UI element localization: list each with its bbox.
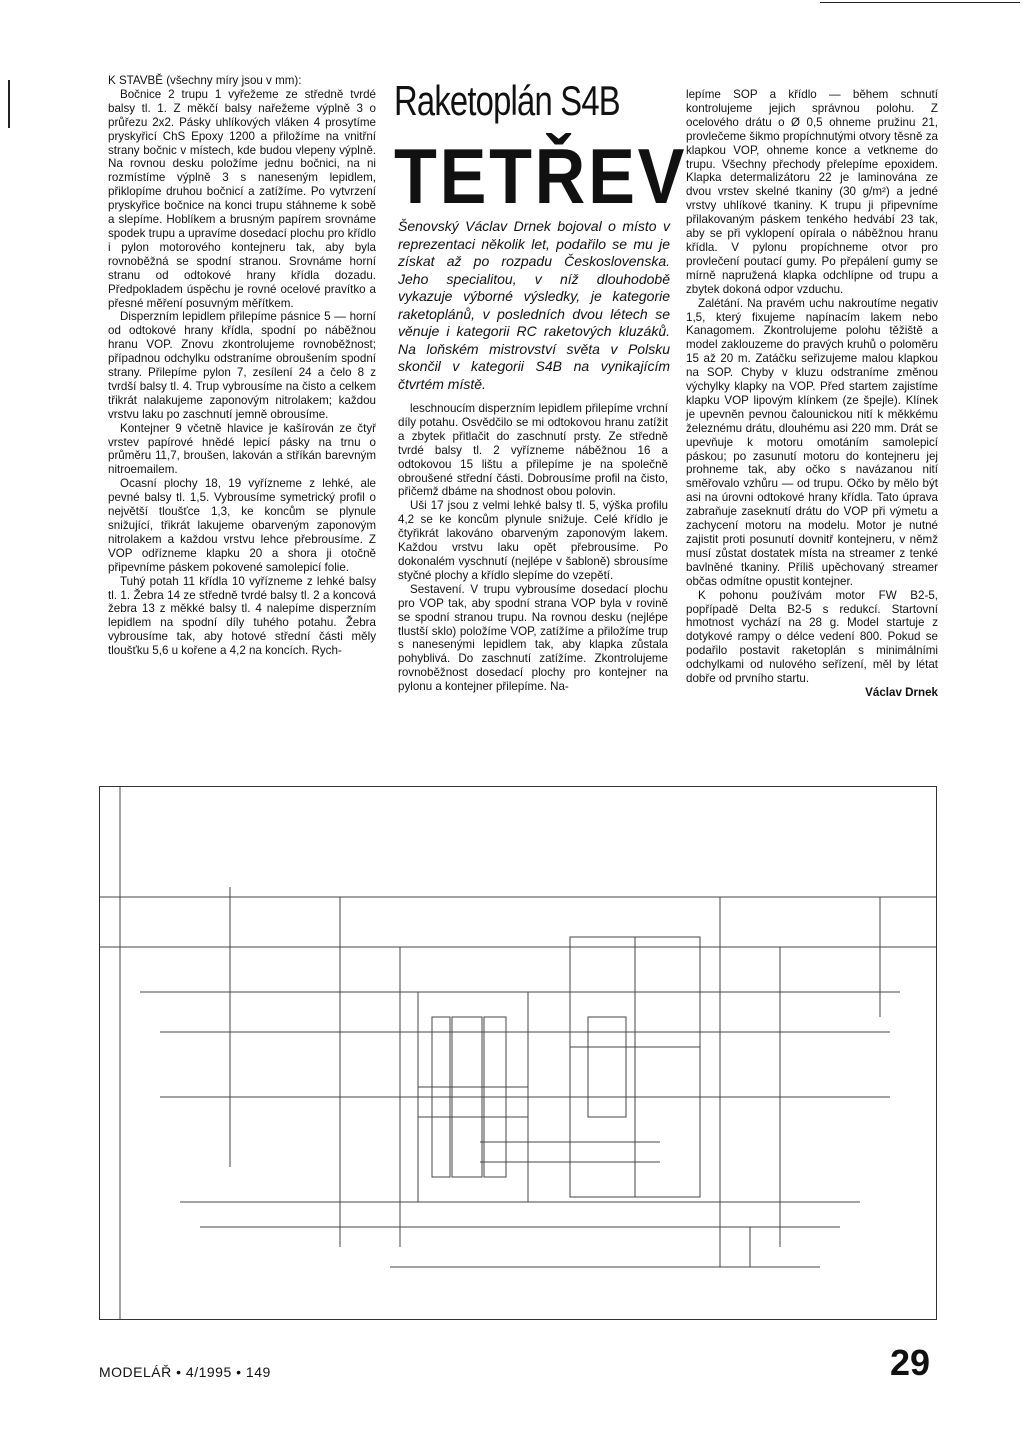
drawing-lines bbox=[100, 787, 936, 1319]
paragraph: lepíme SOP a křídlo — během schnutí kontrolujeme jejich správnou polohu. Z ocelového drátu o Ø 0,5 ohneme pružinu 21, provlečeme šikmo propíchnutými otvory těsně za klapkou VOP, ohneme konce a vetkneme do trupu. Všechny přechody přelepíme epoxidem. Klapka determalizátoru 22 je laminována ze dvou vrstev skelné tkaniny (30 g/m²) a jedné vrstvy uhlíkové tkaniny. K trupu ji připevníme přilakovaným páskem tenkého hedvábí 23 tak, aby se při vyklopení opírala o náběžnou hranu křídla. V pylonu propíchneme otvor pro provlečení poutací gumy. Po přepálení gumy se mírně napružená klapka odchlípne od trupu a zbytek dokoná odpor vzduchu. bbox=[686, 88, 938, 296]
article-column-middle bbox=[398, 402, 668, 694]
article-title-model-name: TETŘEV bbox=[394, 132, 688, 220]
article-column-right bbox=[686, 88, 938, 700]
paragraph: leschnoucím disperzním lepidlem přilepíme vrchní díly potahu. Osvědčilo se mi odtokovou hranu zatížit a zbytek přitlačit do zaschnutí prsty. Ze středně tvrdé balsy tl. 2 vyřízneme náběžnou 16 a odtokovou 15 lištu a přilepíme je na společně obroušené střední části. Dobrousíme profil na čisto, přičemž dbáme na shodnost obou polovin. bbox=[398, 402, 668, 499]
section-heading: K STAVBĚ (všechny míry jsou v mm): bbox=[108, 74, 302, 87]
paragraph: Ocasní plochy 18, 19 vyřízneme z lehké, ale pevné balsy tl. 1,5. Vybrousíme symetrický profil o největší tloušťce 1,3, ke koncům se plynule snižující, třikrát lakujeme obarveným zaponovým nitrolakem a každou vrstvu lehce přebrousíme. Z VOP odřízneme klapku 20 a shora ji otočně připevníme páskem pokovené samolepicí folie. bbox=[108, 477, 376, 574]
scan-edge-top bbox=[820, 2, 1020, 3]
magazine-issue: MODELÁŘ • 4/1995 • 149 bbox=[99, 1364, 271, 1380]
paragraph: Kontejner 9 včetně hlavice je kašírován ze čtyř vrstev papírové hnědé lepicí pásky na trnu o průměru 11,7, broušen, lakován a stříkán barevným nitroemailem. bbox=[108, 421, 376, 477]
article-column-left bbox=[108, 74, 376, 658]
author-signature: Václav Drnek bbox=[865, 685, 938, 699]
article-title: Raketoplán S4B bbox=[394, 77, 620, 124]
paragraph: Sestavení. V trupu vybrousíme dosedací plochu pro VOP tak, aby spodní strana VOP byla v rovině se spodní stranou trupu. Na rovnou desku (nejlépe tlustší sklo) položíme VOP, zatížíme a přiložíme trup s nanesenými lepidlem tak, aby klapka zůstala pohyblivá. Do zaschnutí zatížíme. Zkontrolujeme rovnoběžnost dosedací plochy pro kontejner na pylonu a kontejner přilepíme. Na- bbox=[398, 582, 668, 694]
scan-edge-left bbox=[8, 80, 10, 128]
paragraph: Disperzním lepidlem přilepíme pásnice 5 — horní od odtokové hrany křídla, spodní po náběžnou hranu VOP. Znovu zkontrolujeme rovnoběžnost; případnou odchylku odstraníme obroušením spodní strany. Přilepíme pylon 7, zesílení 24 a čelo 8 z tvrdší balsy tl. 4. Trup vybrousíme na čisto a celkem třikrát nalakujeme zaponovým nitrolakem; každou vrstvu laku po zaschnutí jemně obrousíme. bbox=[108, 310, 376, 421]
paragraph: Zalétání. Na pravém uchu nakroutíme negativ 1,5, který fixujeme napínacím lakem nebo Kanagomem. Zkontrolujeme polohu těžiště a model zaklouzeme do pravých kruhů o poloměru 15 až 20 m. Zatáčku seřizujeme malou klapkou na SOP. Chyby v kluzu odstraníme změnou výchylky klapky na VOP. Před startem zajistíme klapku VOP lipovým klínkem (ze špejle). Klínek je upevněn pevnou čalounickou nití k měkkému železnému drátu, dlouhému asi 220 mm. Drát se upevňuje k motoru omotáním samolepicí páskou; po zasunutí motoru do kontejneru jej prohneme tak, aby očko s navázanou nití směřovalo vzhůru — od trupu. Očko by mělo být asi na úrovni odtokové hrany křídla. Tato úprava zabraňuje zaseknutí drátu do VOP při výmetu a zachycení motoru na modelu. Motor je nutné zajistit proti posunutí dovnitř kontejneru, v němž musí zůstat dostatek místa na streamer z tenké bavlněné tkaniny. Příliš upěchovaný streamer občas odmítne opustit kontejner. bbox=[686, 296, 938, 588]
technical-drawing bbox=[99, 786, 937, 1320]
paragraph: Tuhý potah 11 křídla 10 vyřízneme z lehké balsy tl. 1. Žebra 14 ze středně tvrdé balsy tl. 2 a koncová žebra 13 z měkké balsy tl. 4 nalepíme disperzním lepidlem na spodní díly tuhého potahu. Žebra vybrousíme tak, aby hotové střední části měly tloušťku 5,6 u kořene a 4,2 na koncích. Rych- bbox=[108, 574, 376, 658]
paragraph: Uši 17 jsou z velmi lehké balsy tl. 5, výška profilu 4,2 se ke koncům plynule snižuje. Celé křídlo je čtyřikrát lakováno obarveným zaponovým lakem. Každou vrstvu laku opět přebrousíme. Po dokonalém vyschnutí (nejlépe v šabloně) sbrousíme styčné plochy a křídlo slepíme do vzepětí. bbox=[398, 499, 668, 582]
page-number: 29 bbox=[890, 1342, 931, 1383]
article-lead: Šenovský Václav Drnek bojoval o místo v reprezentaci několik let, podařilo se mu je získat až po rozpadu Československa. Jeho specialitou, v níž dlouhodobě vykazuje výborné výsledky, je kategorie raketoplánů, v posledních dvou létech se věnuje i kategorii RC raketových kluzáků. Na loňském mistrovství světa v Polsku skončil v kategorii S4B na vynikajícím čtvrtém místě. bbox=[398, 218, 670, 392]
paragraph: K pohonu používám motor FW B2-5, popřípadě Delta B2-5 s redukcí. Startovní hmotnost vychází na 28 g. Model startuje z dotykové rampy o délce vedení 800. Pokud se podařilo postavit raketoplán s minimálními odchylkami od nulového seřízení, měl by létat dobře od prvního startu. bbox=[686, 588, 938, 686]
paragraph: Bočnice 2 trupu 1 vyřežeme ze středně tvrdé balsy tl. 1. Z měkčí balsy nařežeme výplně 3 o průřezu 2x2. Pásky uhlíkových vláken 4 prosytíme pryskyřicí ChS Epoxy 1200 a přiložíme na vnitřní strany bočnic v místech, kde budou vlepeny výplně. Na rovnou desku položíme jednu bočnici, na ni rozmístíme výplně 3 s naneseným lepidlem, přiklopíme druhou bočnicí a zatížíme. Po vytvrzení pryskyřice bočnice na konci trupu stáhneme k sobě a slepíme. Hoblíkem a brusným papírem srovnáme spodek trupu a upravíme dosedací plochu pro křídlo i pylon motorového kontejneru tak, aby byla rovnoběžná se spodní stranou. Srovnáme horní stranu od odtokové hrany křídla dozadu. Předpokladem úspěchu je rovné ocelové pravítko a přesné měření posuvným měřítkem. bbox=[108, 87, 376, 310]
